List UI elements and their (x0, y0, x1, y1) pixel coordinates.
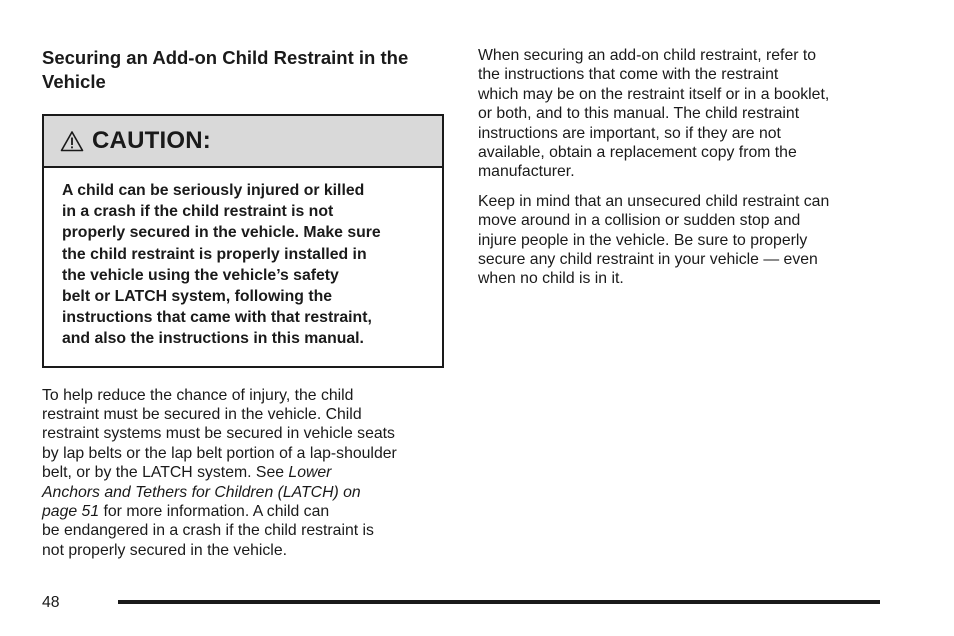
paragraph-line: restraint must be secured in the vehicle. Child (42, 406, 362, 424)
right-column (478, 46, 888, 289)
paragraph-line: instructions are important, so if they are not (478, 124, 781, 142)
paragraph-line: the instructions that come with the restraint (478, 66, 779, 84)
paragraph-line: available, obtain a replacement copy from the (478, 144, 797, 162)
left-column (42, 46, 444, 560)
caution-line: and also the instructions in this manual. (62, 330, 364, 348)
warning-triangle-icon (60, 130, 84, 152)
paragraph-line: be endangered in a crash if the child restraint is (42, 522, 374, 540)
body-paragraph (478, 192, 888, 289)
paragraph-line: when no child is in it. (478, 270, 624, 288)
cross-reference-link[interactable]: Lower (288, 464, 332, 482)
caution-text (44, 168, 442, 366)
caution-title: CAUTION: (92, 127, 211, 154)
paragraph-line (42, 463, 444, 482)
paragraph-line (42, 483, 444, 502)
paragraph-line: When securing an add-on child restraint, refer to (478, 47, 817, 64)
body-paragraph (42, 386, 444, 561)
body-paragraph (478, 46, 888, 182)
caution-line: belt or LATCH system, following the (62, 288, 333, 306)
section-heading: Securing an Add-on Child Restraint in the Vehicle (42, 47, 409, 92)
paragraph-line: secure any child restraint in your vehicle — even (478, 251, 818, 269)
paragraph-line: manufacturer. (478, 163, 575, 181)
paragraph-text: belt, or by the LATCH system. See (42, 464, 289, 482)
paragraph-line: not properly secured in the vehicle. (42, 541, 287, 559)
paragraph-line: by lap belts or the lap belt portion of a lap-shoulder (42, 444, 397, 462)
paragraph-line: restraint systems must be secured in vehicle seats (42, 425, 395, 443)
caution-line: A child can be seriously injured or killed (62, 182, 365, 199)
paragraph-text: for more information. A child can (99, 503, 330, 521)
caution-line: the child restraint is properly installed in (62, 245, 367, 263)
caution-header (44, 116, 442, 168)
paragraph-line: or both, and to this manual. The child restraint (478, 105, 800, 123)
caution-box (42, 114, 444, 368)
paragraph-line (42, 502, 444, 521)
cross-reference-link[interactable]: Anchors and Tethers for Children (LATCH) on (42, 483, 361, 501)
cross-reference-link[interactable]: page 51 (42, 503, 100, 521)
paragraph-line: Keep in mind that an unsecured child restraint can (478, 192, 830, 210)
caution-line: instructions that came with that restraint, (62, 309, 372, 327)
paragraph-line: injure people in the vehicle. Be sure to properly (478, 231, 808, 249)
caution-line: the vehicle using the vehicle’s safety (62, 266, 339, 284)
page-number: 48 (42, 594, 60, 611)
caution-line: in a crash if the child restraint is not (62, 203, 334, 221)
paragraph-line: which may be on the restraint itself or in a booklet, (478, 85, 830, 103)
footer-divider (118, 600, 880, 604)
caution-line: properly secured in the vehicle. Make sure (62, 224, 381, 242)
paragraph-line: move around in a collision or sudden stop and (478, 212, 801, 230)
paragraph-line: To help reduce the chance of injury, the child (42, 386, 354, 404)
